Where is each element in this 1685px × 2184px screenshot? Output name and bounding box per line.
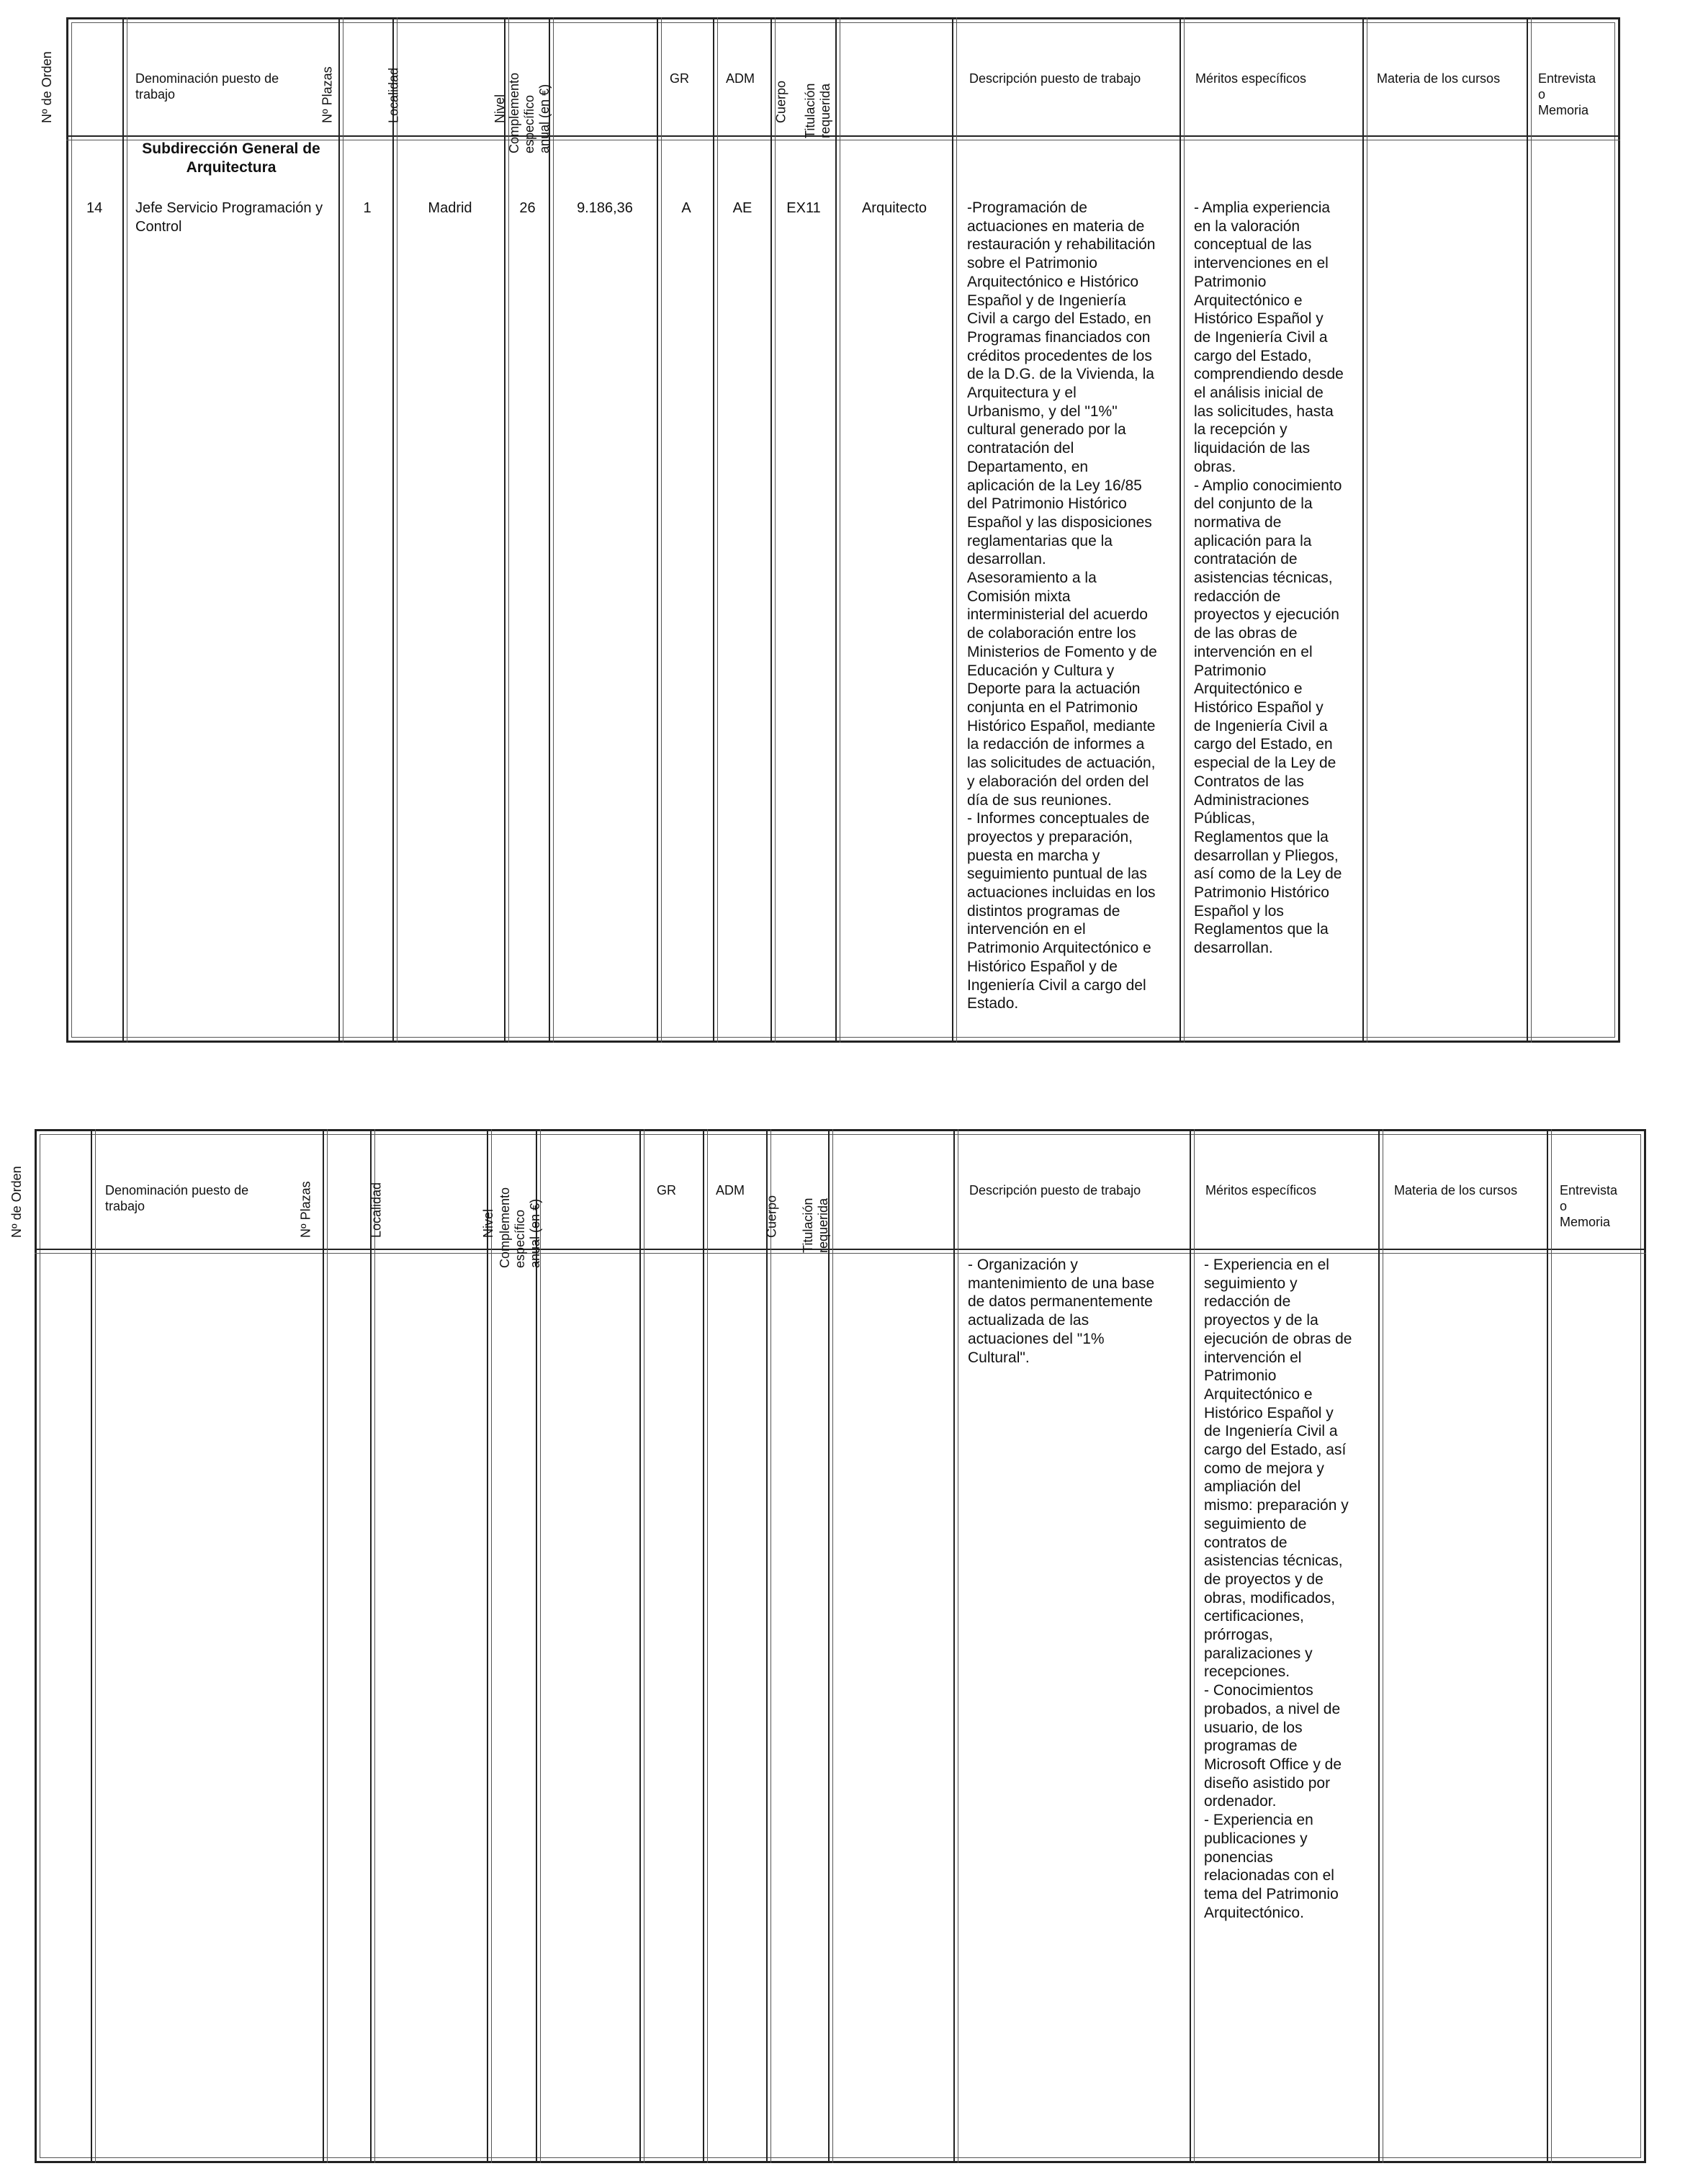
header-denominacion: Denominación puesto de trabajo	[135, 71, 279, 102]
col-divider	[392, 17, 394, 1043]
col-divider	[953, 1129, 955, 2163]
header-adm: ADM	[716, 1183, 745, 1197]
header-complemento: Complemento específico anual (en €)	[497, 1187, 542, 1268]
header-orden: Nº de Orden	[40, 51, 55, 123]
header-cursos: Materia de los cursos	[1394, 1183, 1518, 1197]
header-plazas: Nº Plazas	[320, 66, 335, 123]
header-descripcion: Descripción puesto de trabajo	[969, 1183, 1141, 1197]
header-descripcion: Descripción puesto de trabajo	[969, 71, 1141, 86]
col-divider	[323, 1129, 324, 2163]
col-divider	[835, 17, 837, 1043]
col-divider	[91, 1129, 92, 2163]
col-divider	[1527, 17, 1528, 1043]
col-divider	[122, 17, 124, 1043]
header-divider	[66, 135, 1620, 137]
cell-gr: A	[681, 200, 691, 216]
col-divider	[952, 17, 953, 1043]
header-divider	[35, 1249, 1646, 1250]
section-title: Subdirección General de Arquitectura	[142, 140, 320, 176]
col-divider	[1362, 17, 1364, 1043]
col-divider	[1180, 17, 1181, 1043]
col-divider	[1378, 1129, 1380, 2163]
col-divider	[639, 1129, 641, 2163]
cell-localidad: Madrid	[428, 200, 472, 216]
header-titulacion: Titulación requerida	[800, 1197, 830, 1253]
col-divider	[657, 17, 658, 1043]
cell-cuerpo: EX11	[786, 200, 821, 216]
header-gr: GR	[657, 1183, 676, 1197]
cell-denominacion: Jefe Servicio Programación y Control	[135, 200, 323, 235]
col-divider	[770, 17, 772, 1043]
cell-nivel: 26	[519, 200, 536, 216]
col-divider	[487, 1129, 488, 2163]
table-page-2	[35, 1129, 1646, 2163]
header-cuerpo: Cuerpo	[773, 80, 788, 123]
col-divider	[370, 1129, 372, 2163]
header-localidad: Localidad	[386, 67, 401, 123]
col-divider	[1547, 1129, 1548, 2163]
header-plazas: Nº Plazas	[298, 1181, 313, 1238]
col-divider	[703, 1129, 704, 2163]
col-divider	[1190, 1129, 1191, 2163]
header-cuerpo: Cuerpo	[764, 1195, 779, 1238]
header-orden: Nº de Orden	[9, 1166, 24, 1238]
header-adm: ADM	[726, 71, 755, 86]
header-meritos: Méritos específicos	[1205, 1183, 1317, 1197]
header-nivel: Nivel	[480, 1208, 495, 1238]
header-entrevista: Entrevista o Memoria	[1538, 71, 1596, 117]
header-nivel: Nivel	[492, 94, 507, 123]
header-cursos: Materia de los cursos	[1377, 71, 1501, 86]
col-divider	[504, 17, 506, 1043]
cell-descripcion-p1: -Programación de actuaciones en materia de restauración y rehabilitación sobre el Patrimonio Arquitectónico e Histórico Español y de Ingeniería Civil a cargo del Estado, en Programas financiados con créditos procedentes de los de la D.G. de la Vivienda, la Arquitectura y el Urbanismo, y del "1%" cultural generado por la contratación del Departamento, en aplicación de la Ley 16/85 del Patrimonio Histórico Español y las disposiciones reglamentarias que la desarrollan. Asesoramiento a la Comisión mixta interministerial del acuerdo de colaboración entre los Ministerios de Fomento y de Educación y Cultura y Deporte para la actuación conjunta en el Patrimonio Histórico Español, mediante la redacción de informes a las solicitudes de actuación, y elaboración del orden del día de sus reuniones. - Informes conceptuales de proyectos y preparación, puesta en marcha y seguimiento puntual de las actuaciones incluidas en los distintos programas de intervención en el Patrimonio Arquitectónico e Histórico Español y de Ingeniería Civil a cargo del Estado.	[967, 199, 1157, 1012]
header-entrevista: Entrevista o Memoria	[1560, 1183, 1618, 1229]
cell-adm: AE	[732, 200, 752, 216]
header-titulacion: Titulación requerida	[802, 83, 832, 138]
cell-meritos-p2: - Experiencia en el seguimiento y redacción de proyectos y de la ejecución de obras de intervención el Patrimonio Arquitectónico e Histórico Español y de Ingeniería Civil a cargo del Estado, así como de mejora y ampliación del mismo: preparación y seguimiento de contratos de asistencias técnicas, de proyectos y de obras, modificados, certificaciones, prórrogas, paralizaciones y recepciones. - Conocimientos probados, a nivel de usuario, de los programas de Microsoft Office y de diseño asistido por ordenador. - Experiencia en publicaciones y ponencias relacionadas con el tema del Patrimonio Arquitectónico.	[1204, 1257, 1352, 1921]
header-meritos: Méritos específicos	[1195, 71, 1307, 86]
col-divider	[536, 1129, 537, 2163]
header-localidad: Localidad	[369, 1182, 384, 1238]
col-divider	[828, 1129, 830, 2163]
cell-plazas: 1	[363, 200, 372, 216]
col-divider	[338, 17, 340, 1043]
col-divider	[549, 17, 550, 1043]
cell-complemento: 9.186,36	[577, 200, 633, 216]
cell-descripcion-p2: - Organización y mantenimiento de una base de datos permanentemente actualizada de las actuaciones del "1% Cultural".	[968, 1257, 1155, 1366]
col-divider	[713, 17, 714, 1043]
header-complemento: Complemento específico anual (en €)	[506, 72, 552, 153]
header-gr: GR	[670, 71, 689, 86]
header-denominacion: Denominación puesto de trabajo	[105, 1183, 249, 1213]
cell-titulacion: Arquitecto	[861, 200, 927, 216]
cell-meritos-p1: - Amplia experiencia en la valoración conceptual de las intervenciones en el Patrimonio Arquitectónico e Histórico Español y de Ingeniería Civil a cargo del Estado, comprendiendo desde el análisis inicial de las solicitudes, hasta la recepción y liquidación de las obras. - Amplio conocimiento del conjunto de la normativa de aplicación para la contratación de asistencias técnicas, redacción de proyectos y ejecución de las obras de intervención en el Patrimonio Arquitectónico e Histórico Español y de Ingeniería Civil a cargo del Estado, en especial de la Ley de Contratos de las Administraciones Públicas, Reglamentos que la desarrollan y Pliegos, así como de la Ley de Patrimonio Histórico Español y los Reglamentos que la desarrollan.	[1194, 199, 1344, 957]
cell-orden: 14	[86, 200, 103, 216]
col-divider	[766, 1129, 768, 2163]
